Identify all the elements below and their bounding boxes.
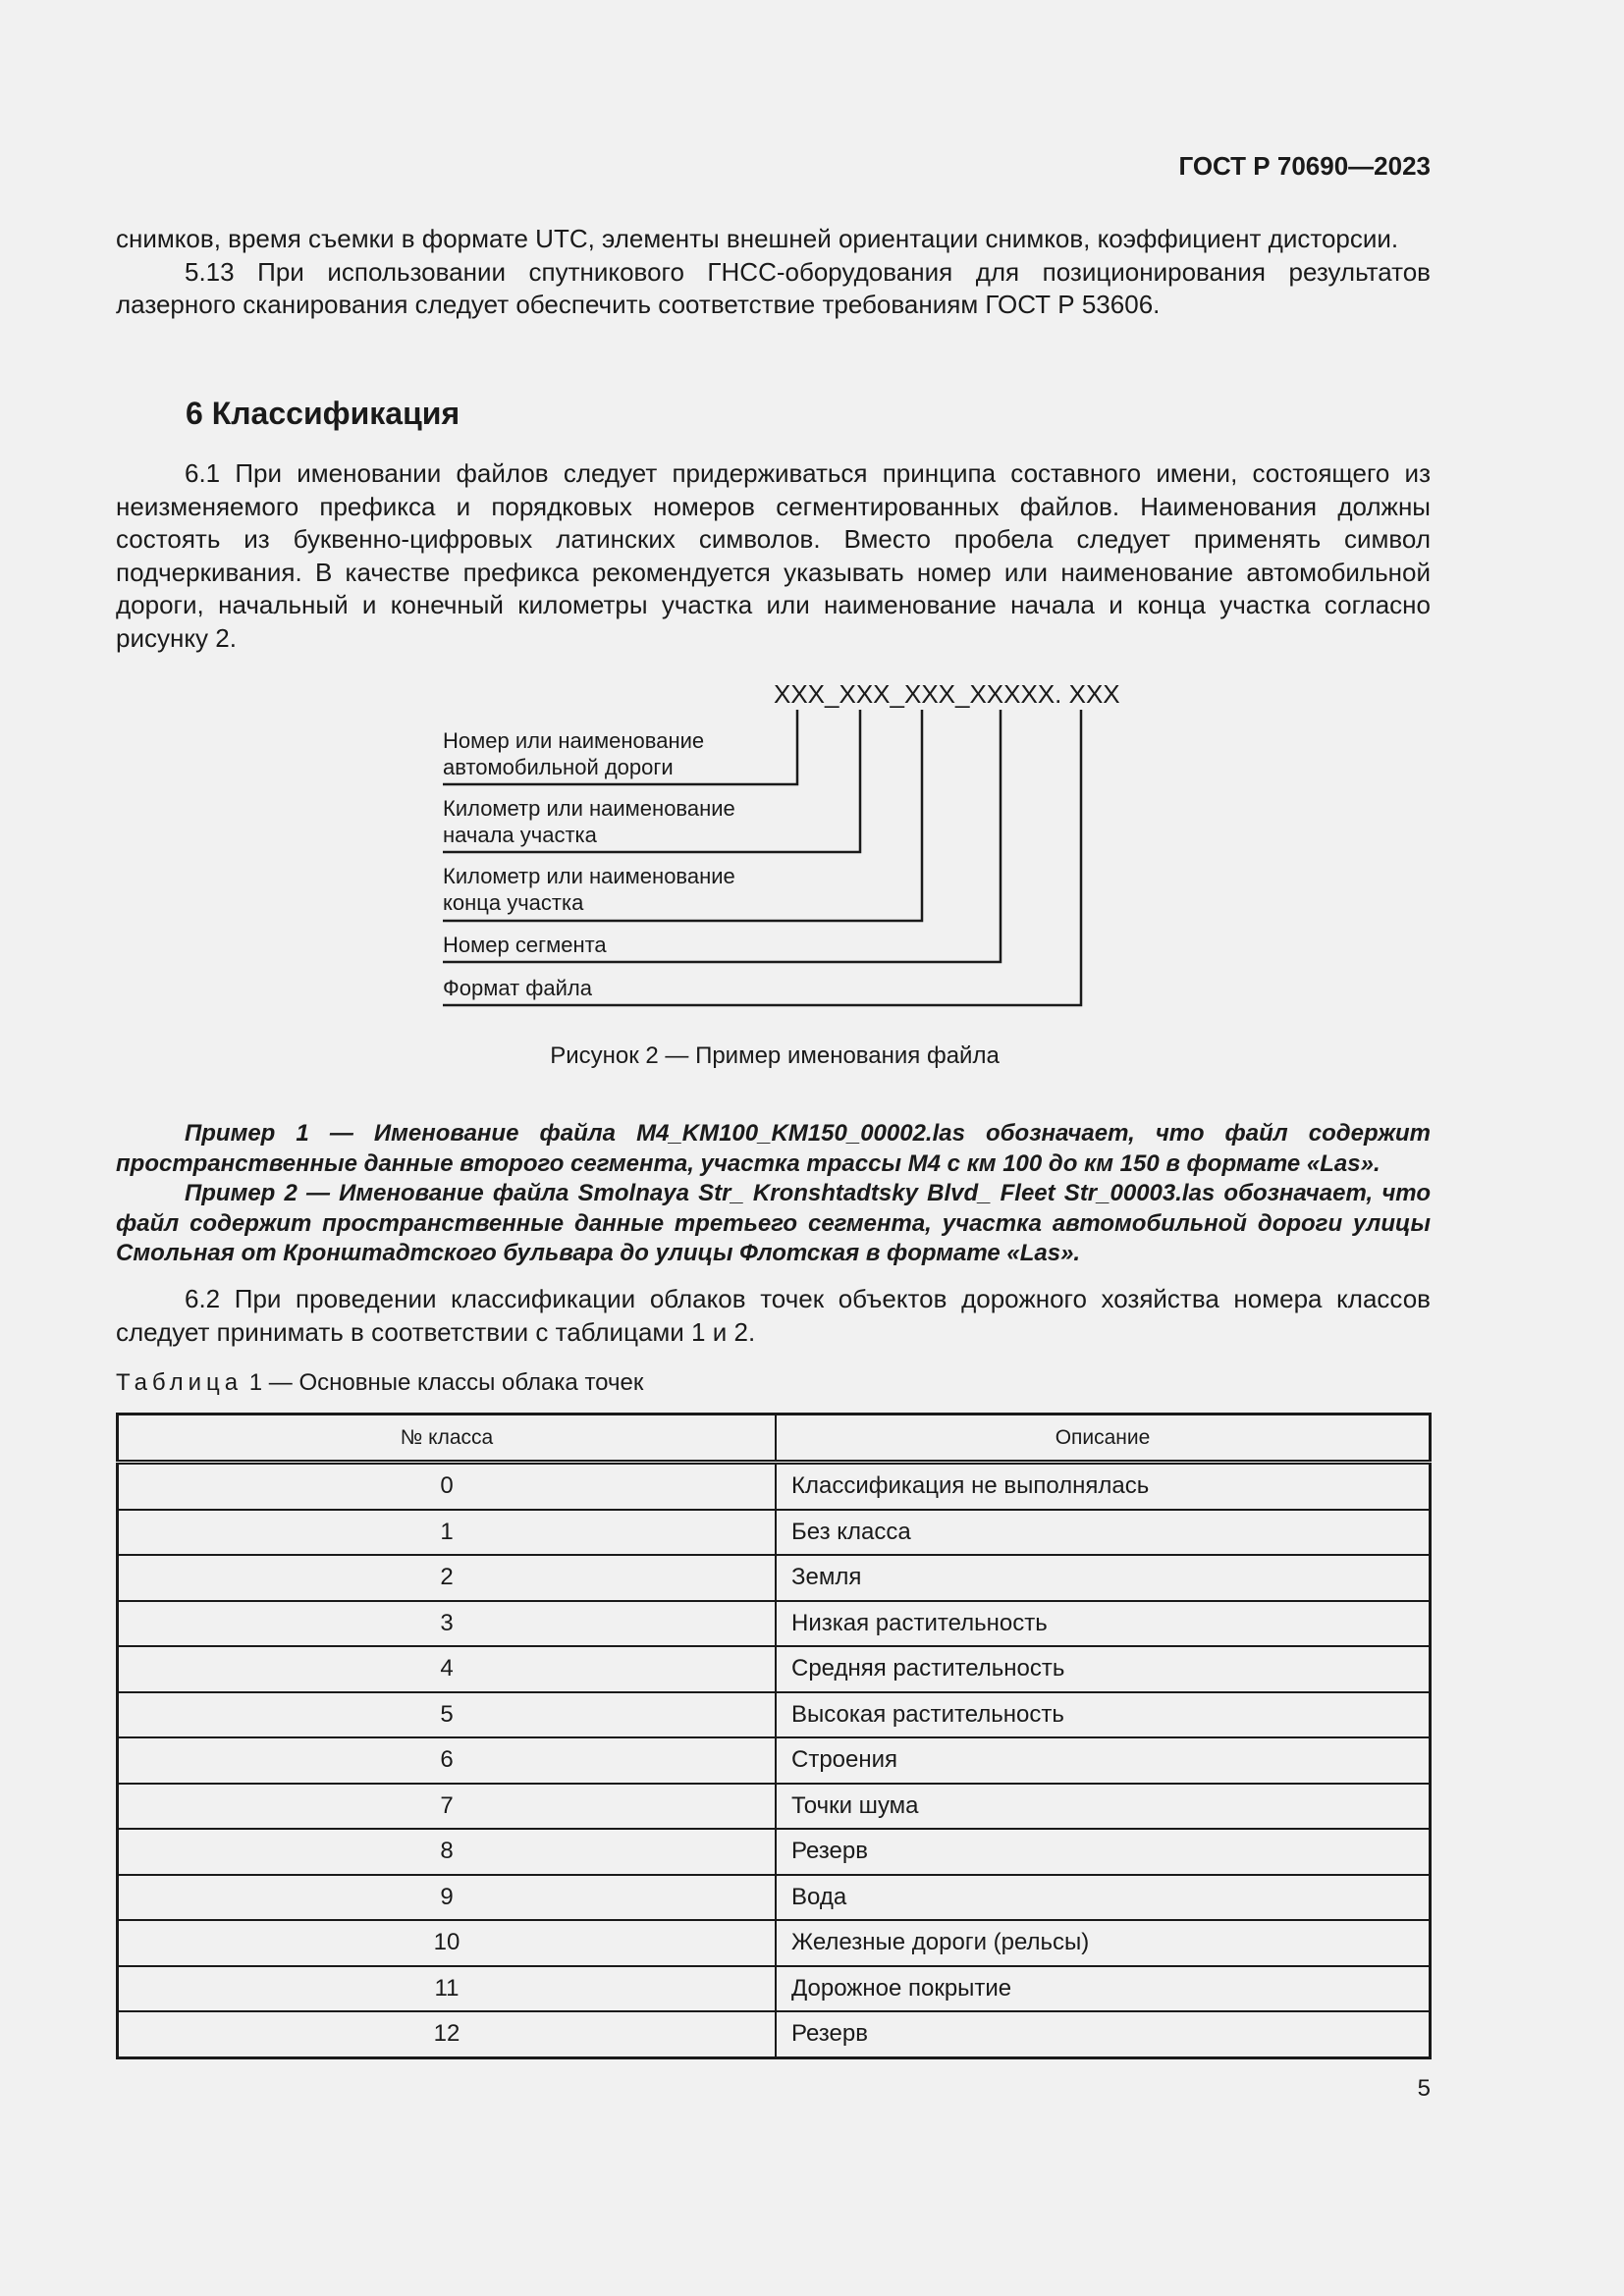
class-number: 3 <box>118 1601 777 1647</box>
class-number: 9 <box>118 1875 777 1921</box>
table-header-row <box>118 1415 1431 1463</box>
class-description: Точки шума <box>776 1784 1431 1830</box>
table-row <box>118 1646 1431 1692</box>
point-classes-table <box>116 1413 1432 2059</box>
class-description: Без класса <box>776 1510 1431 1556</box>
class-number: 6 <box>118 1737 777 1784</box>
class-description: Высокая растительность <box>776 1692 1431 1738</box>
examples-block <box>116 1119 1431 1269</box>
class-number: 7 <box>118 1784 777 1830</box>
table-row <box>118 1966 1431 2012</box>
class-description: Земля <box>776 1555 1431 1601</box>
class-description: Дорожное покрытие <box>776 1966 1431 2012</box>
class-description: Классификация не выполнялась <box>776 1463 1431 1510</box>
document-code: ГОСТ Р 70690—2023 <box>1178 151 1431 181</box>
table-caption-label: Таблица <box>116 1369 244 1396</box>
label-end-line1: Километр или наименование <box>443 864 735 888</box>
example-1: Пример 1 — Именование файла M4_KM100_KM150_00002.las обозначает, что файл содержит пространственные данные второго сегмента, участка трассы М4 с км 100 до км 150 в формате «Las». <box>116 1120 1431 1177</box>
label-start-line2: начала участка <box>443 823 597 847</box>
class-description: Резерв <box>776 2011 1431 2057</box>
example-2: Пример 2 — Именование файла Smolnaya Str_ Kronshtadtsky Blvd_ Fleet Str_00003.las обозначает, что файл содержит пространственные данные третьего сегмента, участка автомобильной дороги улицы Смольная от Кронштадтского бульвара до улицы Флотская в формате «Las». <box>116 1180 1431 1266</box>
table-row <box>118 1875 1431 1921</box>
figure-caption: Рисунок 2 — Пример именования файла <box>550 1042 1000 1069</box>
paragraph-5-13: 5.13 При использовании спутникового ГНСС-оборудования для позиционирования результатов лазерного сканирования следует обеспечить соответствие требованиям ГОСТ Р 53606. <box>116 256 1431 319</box>
table-row <box>118 1784 1431 1830</box>
class-number: 1 <box>118 1510 777 1556</box>
class-description: Строения <box>776 1737 1431 1784</box>
class-number: 0 <box>118 1463 777 1510</box>
header-class-number: № класса <box>118 1415 777 1463</box>
class-number: 10 <box>118 1920 777 1966</box>
label-segment: Номер сегмента <box>443 933 607 957</box>
class-number: 12 <box>118 2011 777 2057</box>
label-format: Формат файла <box>443 976 592 1000</box>
table-row <box>118 1555 1431 1601</box>
table-row <box>118 1920 1431 1966</box>
class-description: Низкая растительность <box>776 1601 1431 1647</box>
table-caption-title: 1 — Основные классы облака точек <box>243 1369 644 1396</box>
class-number: 5 <box>118 1692 777 1738</box>
file-name-pattern: XXX_XXX_XXX_XXXXX. XXX <box>774 679 1120 709</box>
label-start-line1: Километр или наименование <box>443 796 735 821</box>
section-title: 6 Классификация <box>186 396 460 431</box>
table-row <box>118 1601 1431 1647</box>
paragraph-6-2-block <box>116 1283 1431 1349</box>
table-row <box>118 1510 1431 1556</box>
label-road-line2: автомобильной дороги <box>443 755 674 779</box>
label-end-line2: конца участка <box>443 890 584 915</box>
class-description: Резерв <box>776 1829 1431 1875</box>
class-number: 11 <box>118 1966 777 2012</box>
header-description: Описание <box>776 1415 1431 1463</box>
table-caption <box>116 1369 643 1397</box>
class-number: 8 <box>118 1829 777 1875</box>
class-description: Железные дороги (рельсы) <box>776 1920 1431 1966</box>
paragraph-6-1: 6.1 При именовании файлов следует придерживаться принципа составного имени, состоящего из неизменяемого префикса и порядковых номеров сегментированных файлов. Наименования должны состоять из буквенно-цифровых латинских символов. Вместо пробела следует применять символ подчеркивания. В качестве префикса рекомендуется указывать номер или наименование автомобильной дороги, начальный и конечный километры участка или наименование начала и конца участка согласно рисунку 2. <box>116 458 1431 653</box>
class-description: Средняя растительность <box>776 1646 1431 1692</box>
class-description: Вода <box>776 1875 1431 1921</box>
table-row <box>118 1692 1431 1738</box>
table-row <box>118 1829 1431 1875</box>
intro-paragraph: снимков, время съемки в формате UTC, элементы внешней ориентации снимков, коэффициент дисторсии. <box>116 224 1399 253</box>
table-row <box>118 1737 1431 1784</box>
class-number: 4 <box>118 1646 777 1692</box>
table-row <box>118 2011 1431 2057</box>
file-naming-diagram <box>0 0 1624 1080</box>
paragraph-6-2: 6.2 При проведении классификации облаков точек объектов дорожного хозяйства номера классов следует принимать в соответствии с таблицами 1 и 2. <box>116 1284 1431 1347</box>
table-row <box>118 1463 1431 1510</box>
page-number: 5 <box>1417 2075 1431 2102</box>
class-number: 2 <box>118 1555 777 1601</box>
label-road-line1: Номер или наименование <box>443 728 705 753</box>
